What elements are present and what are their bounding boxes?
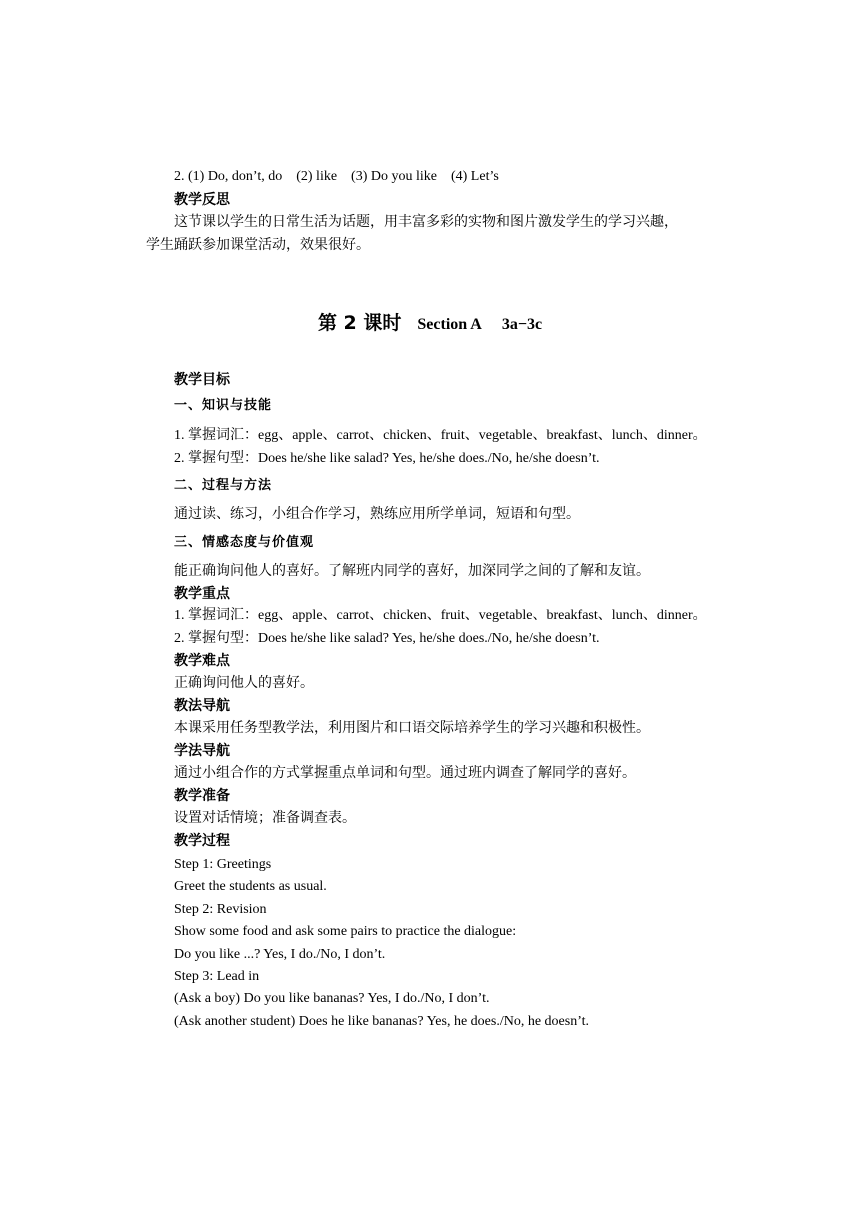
lesson-title-cn: 第 2 课时 [317,312,402,334]
lesson-title [0,311,860,338]
answer-line: 2. (1) Do, don’t, do (2) like (3) Do you like (4) Let’s [174,169,499,184]
reflection-heading: 教学反思 [174,192,230,208]
knowledge-item-2: 2. 掌握句型：Does he/she like salad? Yes, he/she does./No, he/she doesn’t. [174,451,600,466]
goals-heading: 教学目标 [174,372,230,388]
learning-method-text: 通过小组合作的方式掌握重点单词和句型。通过班内调查了解同学的喜好。 [174,766,636,781]
process-heading: 二、过程与方法 [174,478,273,493]
reflection-line-2: 学生踊跃参加课堂活动，效果很好。 [146,238,370,253]
reflection-line-1: 这节课以学生的日常生活为话题，用丰富多彩的实物和图片激发学生的学习兴趣， [174,215,678,230]
attitude-text: 能正确询问他人的喜好。了解班内同学的喜好，加深同学之间的了解和友谊。 [174,564,650,579]
step-3-title: Step 3: Lead in [174,969,260,984]
key-item-1: 1. 掌握词汇：egg、apple、carrot、chicken、fruit、vegetable、breakfast、lunch、dinner。 [174,608,707,623]
knowledge-item-1: 1. 掌握词汇：egg、apple、carrot、chicken、fruit、vegetable、breakfast、lunch、dinner。 [174,428,707,443]
preparation-text: 设置对话情境；准备调查表。 [174,811,356,826]
procedure-heading: 教学过程 [174,833,230,849]
knowledge-heading: 一、知识与技能 [174,398,273,413]
step-3-line-1: (Ask a boy) Do you like bananas? Yes, I do./No, I don’t. [174,991,490,1006]
step-3-line-2: (Ask another student) Does he like bananas? Yes, he does./No, he doesn’t. [174,1014,589,1029]
teaching-method-text: 本课采用任务型教学法，利用图片和口语交际培养学生的学习兴趣和积极性。 [174,721,650,736]
learning-method-heading: 学法导航 [174,743,230,759]
preparation-heading: 教学准备 [174,788,230,804]
lesson-title-range: 3a−3c [501,316,543,333]
lesson-title-section: Section A [417,316,482,333]
process-text: 通过读、练习，小组合作学习，熟练应用所学单词，短语和句型。 [174,507,580,522]
key-heading: 教学重点 [174,586,230,602]
step-1-title: Step 1: Greetings [174,857,272,872]
step-2-text: Show some food and ask some pairs to practice the dialogue: [174,924,517,939]
attitude-heading: 三、情感态度与价值观 [174,535,315,550]
difficulty-heading: 教学难点 [174,653,230,669]
key-item-2: 2. 掌握句型：Does he/she like salad? Yes, he/she does./No, he/she doesn’t. [174,631,600,646]
difficulty-text: 正确询问他人的喜好。 [174,676,314,691]
step-2-dialogue: Do you like ...? Yes, I do./No, I don’t. [174,947,386,962]
step-2-title: Step 2: Revision [174,902,267,917]
teaching-method-heading: 教法导航 [174,698,230,714]
step-1-text: Greet the students as usual. [174,879,327,894]
